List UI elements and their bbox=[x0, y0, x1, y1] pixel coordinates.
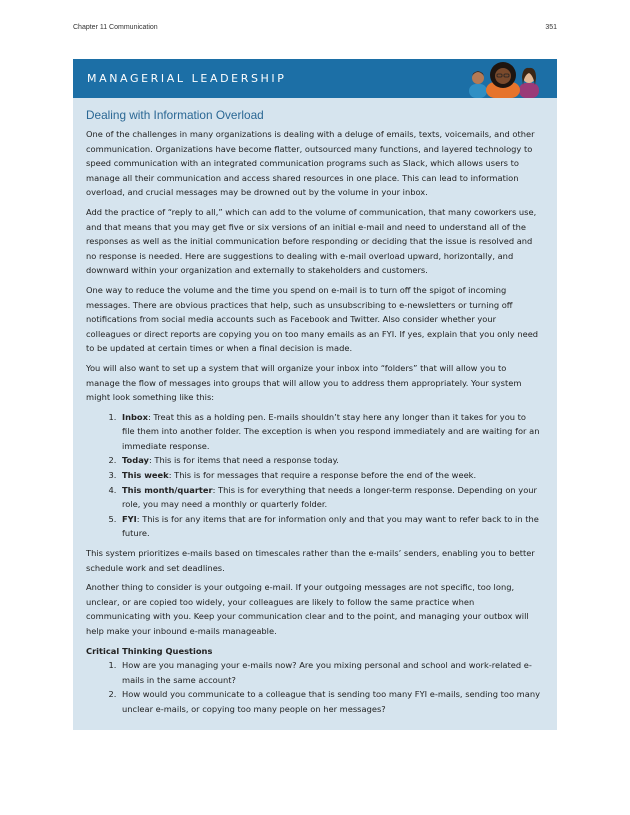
question-item: 1. How are you managing your e-mails now? Are you mixing personal and school and work-related e-mails in the same account? bbox=[119, 658, 541, 687]
list-item bbox=[119, 468, 541, 483]
question-item: 2. How would you communicate to a colleague that is sending too many FYI e-mails, sending too many unclear e-mails, or copying too many people on her messages? bbox=[119, 687, 541, 716]
critical-thinking-heading: Critical Thinking Questions bbox=[86, 645, 213, 656]
folder-term: This week bbox=[122, 470, 169, 481]
list-item bbox=[119, 483, 541, 512]
folder-term: Inbox bbox=[122, 411, 148, 422]
list-item bbox=[119, 410, 541, 454]
folder-term: Today bbox=[122, 455, 149, 466]
folder-term: This month/quarter bbox=[122, 484, 213, 495]
paragraph: This system prioritizes e-mails based on timescales rather than the e-mails’ senders, enabling you to better schedule work and set deadlines. bbox=[86, 548, 535, 573]
running-head bbox=[73, 24, 557, 31]
list-item bbox=[119, 512, 541, 541]
folder-description: : Treat this as a holding pen. E-mails shouldn’t stay here any longer than it takes for you to file them into another folder. The exception is when you respond immediately and are waiting for an immediate response. bbox=[122, 411, 540, 451]
folder-description: : This is for messages that require a response before the end of the week. bbox=[168, 470, 477, 481]
people-illustration-icon bbox=[469, 59, 541, 98]
paragraph: You will also want to set up a system that will organize your inbox into “folders” that will allow you to manage the flow of messages into groups that will allow you to address them appropriately. Your system might look something like this: bbox=[86, 362, 522, 403]
folder-description: : This is for any items that are for information only and that you may want to refer back to in the future. bbox=[122, 513, 539, 539]
feature-content bbox=[73, 98, 557, 717]
section-heading: Dealing with Information Overload bbox=[86, 108, 264, 122]
feature-banner bbox=[73, 59, 557, 98]
paragraph: Another thing to consider is your outgoing e-mail. If your outgoing messages are not specific, too long, unclear, or are copied too widely, your colleagues are likely to follow the same practice when communicating with you. Keep your communication clear and to the point, and managing your outbox will help make your inbound e-mails manageable. bbox=[86, 582, 529, 636]
managerial-leadership-feature bbox=[73, 59, 557, 730]
banner-title: MANAGERIAL LEADERSHIP bbox=[87, 72, 287, 85]
folder-description: : This is for everything that needs a longer-term response. Depending on your role, you may need a monthly or quarterly folder. bbox=[122, 484, 537, 510]
folder-term: FYI bbox=[122, 513, 137, 524]
paragraph: One of the challenges in many organizations is dealing with a deluge of emails, texts, voicemails, and other communication. Organizations have become flatter, outsourced many functions, and layered technology to speed communication with an integrated communication programs such as Slack, which allows users to manage all their communication and access shared resources in one place. This can lead to information overload, and crucial messages may be drowned out by the volume in your inbox. bbox=[86, 129, 535, 198]
paragraph: One way to reduce the volume and the time you spend on e-mail is to turn off the spigot of incoming messages. There are obvious practices that help, such as unsubscribing to e-newsletters or turning off notifications from social media accounts such as Facebook and Twitter. Also consider whether your colleagues or direct reports are copying you on too many emails as an FYI. If yes, explain that you only need to be updated at certain times or when a final decision is made. bbox=[86, 284, 539, 354]
critical-thinking-list bbox=[86, 658, 541, 716]
chapter-title: Chapter 11 Communication bbox=[73, 24, 158, 31]
folder-description: : This is for items that need a response today. bbox=[148, 455, 339, 466]
list-item bbox=[119, 453, 541, 468]
page-number: 351 bbox=[545, 24, 557, 31]
folder-list bbox=[86, 410, 541, 541]
paragraph: Add the practice of “reply to all,” which can add to the volume of communication, that many coworkers use, and that means that you may get five or six versions of an initial e-mail and need to understand all of the responses as well as the initial communication before responding or deciding that the issue is resolved and no response is needed. Here are suggestions to dealing with e-mail overload upward, horizontally, and downward within your organization and externally to stakeholders and customers. bbox=[86, 206, 537, 276]
